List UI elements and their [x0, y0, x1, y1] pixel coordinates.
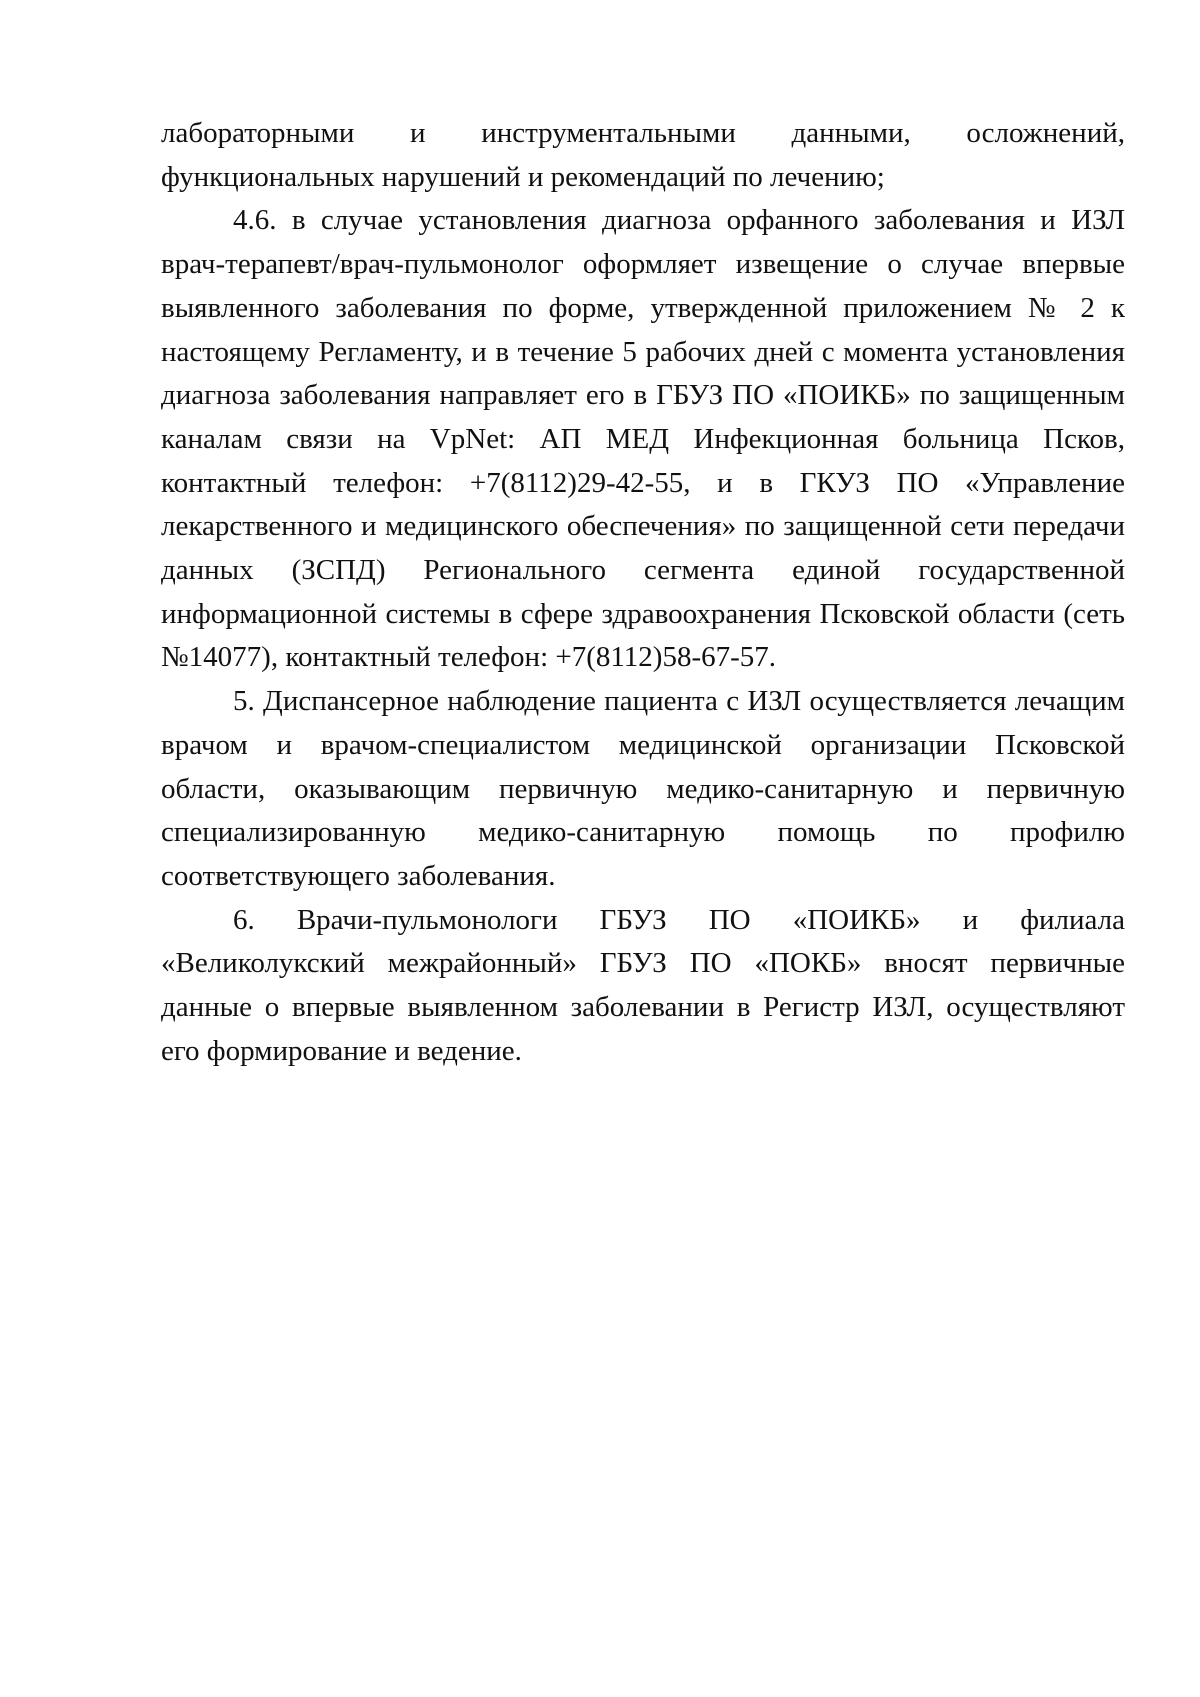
- paragraph-continuation: лабораторными и инструментальными данными, осложнений, функциональных нарушений и рекомендаций по лечению;: [161, 117, 1125, 193]
- paragraph-item-5: 5. Диспансерное наблюдение пациента с ИЗЛ осуществляется лечащим врачом и врачом-специалистом медицинской организации Псковской области, оказывающим первичную медико-санитарную и первичную специализированную медико-санитарную помощь по профилю соответствующего заболевания.: [161, 685, 1125, 892]
- paragraph-item-4-6: 4.6. в случае установления диагноза орфанного заболевания и ИЗЛ врач-терапевт/врач-пульмонолог оформляет извещение о случае впервые выявленного заболевания по форме, утвержденной приложением № 2 к настоящему Регламенту, и в течение 5 рабочих дней с момента установления диагноза заболевания направляет его в ГБУЗ ПО «ПОИКБ» по защищенным каналам связи на VpNet: АП МЕД Инфекционная больница Псков, контактный телефон: +7(8112)29-42-55, и в ГКУЗ ПО «Управление лекарственного и медицинского обеспечения» по защищенной сети передачи данных (ЗСПД) Регионального сегмента единой государственной информационной системы в сфере здравоохранения Псковской области (сеть №14077), контактный телефон: +7(8112)58-67-57.: [161, 204, 1125, 674]
- paragraph-item-6: 6. Врачи-пульмонологи ГБУЗ ПО «ПОИКБ» и филиала «Великолукский межрайонный» ГБУЗ ПО «ПОКБ» вносят первичные данные о впервые выявленном заболевании в Регистр ИЗЛ, осуществляют его формирование и ведение.: [161, 903, 1125, 1067]
- document-body: [161, 112, 1125, 1073]
